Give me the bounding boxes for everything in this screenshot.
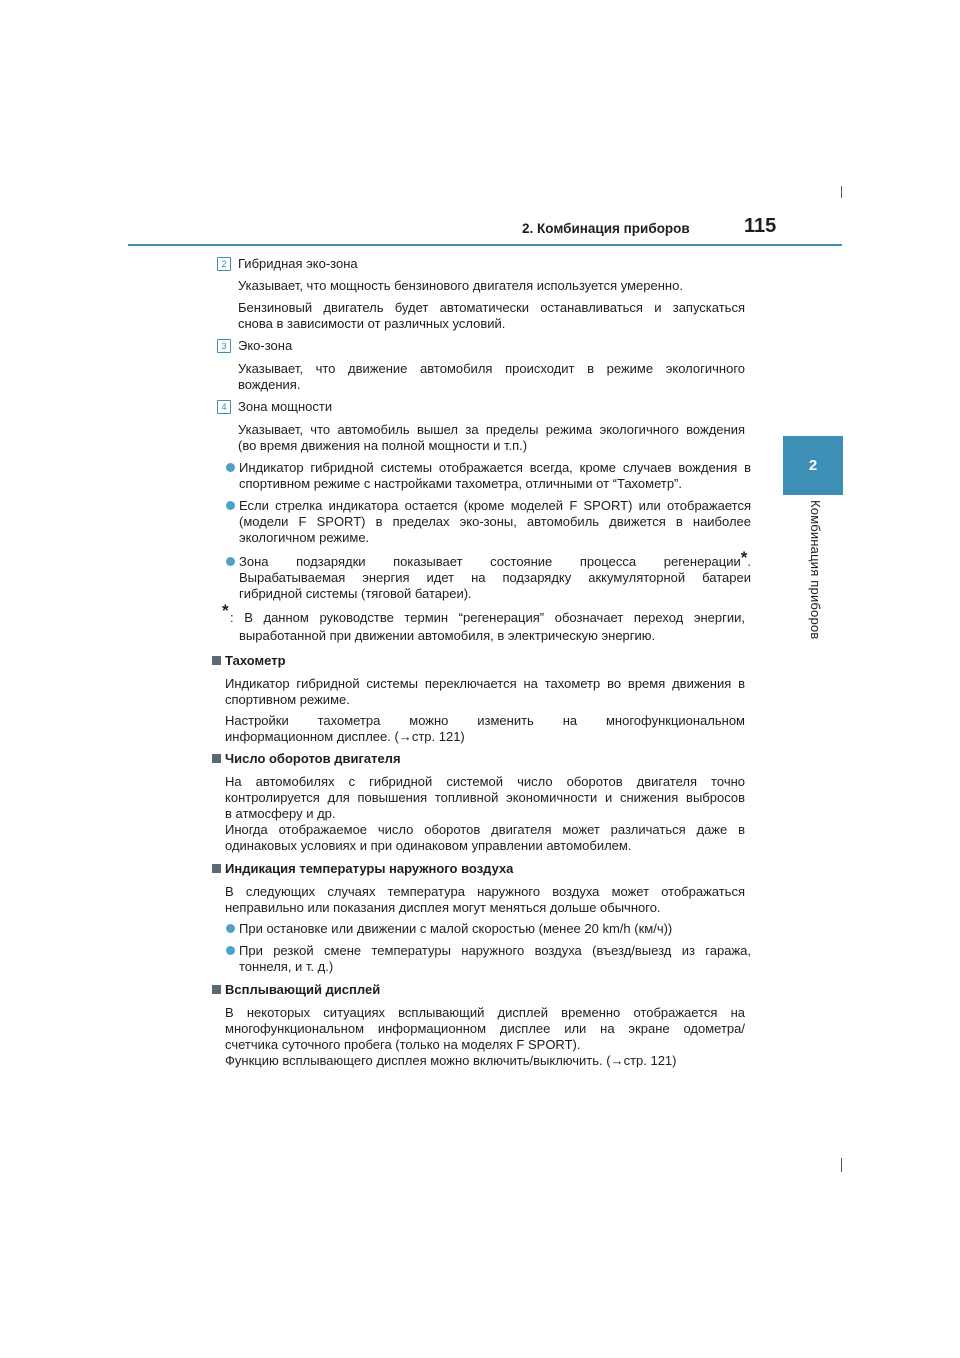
section-text: неправильно или показания дисплея могут меняться дольше обычного. [225,900,661,915]
section-square-icon [212,864,221,873]
bullet-icon [226,946,235,955]
section-text: Индикатор гибридной системы переключается на тахометр во время движения в [225,676,745,691]
item-number-3: 3 [217,339,231,353]
crop-mark-top [841,186,842,198]
section-square-icon [212,754,221,763]
bullet-text: Зона подзарядки показывает состояние процесса регенерации [239,554,741,569]
chapter-tab[interactable] [783,436,843,495]
section-text: в атмосферу и др. [225,806,336,821]
item-number-4: 4 [217,400,231,414]
item-text: Бензиновый двигатель будет автоматически останавливаться и запускаться [238,300,745,315]
bullet-text: гибридной системы (тяговой батареи). [239,586,472,601]
asterisk-icon: * [740,548,748,567]
footnote-asterisk-icon: * [222,601,229,620]
item-title: Гибридная эко-зона [238,256,358,271]
bullet-text: (модели F SPORT) в пределах эко-зоны, автомобиль движется в наиболее [239,514,751,529]
bullet-icon [226,924,235,933]
section-text: На автомобилях с гибридной системой число оборотов двигателя точно [225,774,745,789]
bullet-icon [226,557,235,566]
bullet-line [239,548,751,570]
section-square-icon [212,656,221,665]
item-text: Указывает, что мощность бензинового двигателя используется умеренно. [238,278,683,293]
section-text: Настройки тахометра можно изменить на многофункциональном [225,713,745,728]
footnote-text: выработанной при движении автомобиля, в электрическую энергию. [239,628,656,643]
section-text: информационном дисплее. (→стр. 121) [225,729,465,744]
section-text: одинаковых условиях и при одинаковом управлении автомобилем. [225,838,632,853]
bullet-text: Если стрелка индикатора остается (кроме моделей F SPORT) или отображается [239,498,751,513]
section-heading: Число оборотов двигателя [225,751,401,766]
bullet-text: спортивном режиме с настройками тахометра, отличными от “Тахометр”. [239,476,682,491]
section-text: спортивном режиме. [225,692,350,707]
crop-mark-bottom [841,1158,842,1172]
bullet-text: Вырабатываемая энергия идет на подзарядку аккумуляторной батареи [239,570,751,585]
chapter-tab-number: 2 [808,457,818,474]
bullet-text: При резкой смене температуры наружного воздуха (въезд/выезд из гаража, [239,943,751,958]
section-text: контролируется для повышения топливной экономичности и снижения выбросов [225,790,745,805]
section-text: В следующих случаях температура наружного воздуха может отображаться [225,884,745,899]
section-text: В некоторых ситуациях всплывающий дисплей временно отображается на [225,1005,745,1020]
item-number-2: 2 [217,257,231,271]
section-title: 2. Комбинация приборов [522,221,690,236]
section-square-icon [212,985,221,994]
section-text: многофункциональном информационном дисплее или на экране одометра/ [225,1021,745,1036]
bullet-text: экологичном режиме. [239,530,370,545]
footnote-text: : В данном руководстве термин “регенерация” обозначает переход энергии, [230,610,745,625]
section-text: Иногда отображаемое число оборотов двигателя может различаться даже в [225,822,745,837]
bullet-text-end: . [747,554,751,569]
header-rule [128,244,842,246]
section-heading: Всплывающий дисплей [225,982,381,997]
item-text: (во время движения на полной мощности и т.п.) [238,438,528,453]
item-title: Эко-зона [238,338,293,353]
section-text: счетчика суточного пробега (только на моделях F SPORT). [225,1037,581,1052]
item-title: Зона мощности [238,399,333,414]
bullet-text: Индикатор гибридной системы отображается всегда, кроме случаев вождения в [239,460,751,475]
section-heading: Индикация температуры наружного воздуха [225,861,514,876]
item-text: Указывает, что движение автомобиля происходит в режиме экологичного [238,361,745,376]
page-number: 115 [744,215,777,237]
bullet-icon [226,463,235,472]
item-text: вождения. [238,377,301,392]
section-heading: Тахометр [225,653,286,668]
chapter-tab-label: Комбинация приборов [808,500,823,640]
bullet-text: При остановке или движении с малой скоростью (менее 20 km/h (км/ч)) [239,921,673,936]
section-text: Функцию всплывающего дисплея можно включить/выключить. (→стр. 121) [225,1053,677,1068]
item-text: снова в зависимости от различных условий. [238,316,506,331]
bullet-icon [226,501,235,510]
bullet-text: тоннеля, и т. д.) [239,959,334,974]
item-text: Указывает, что автомобиль вышел за пределы режима экологичного вождения [238,422,745,437]
